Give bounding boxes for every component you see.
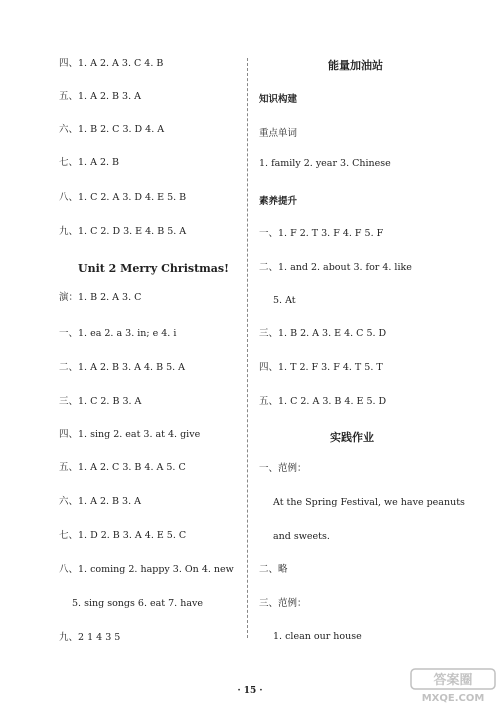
answer-line: 六、1. B 2. C 3. D 4. A	[59, 124, 165, 135]
answer-line: 七、1. D 2. B 3. A 4. E 5. C	[59, 530, 187, 541]
answer-line: 演：1. B 2. A 3. C	[59, 292, 142, 303]
answer-line: 5. At	[273, 295, 296, 306]
answer-line: 5. sing songs 6. eat 7. have	[72, 598, 203, 609]
answer-line: 1. clean our house	[273, 631, 362, 642]
svg-text:MXQE.COM: MXQE.COM	[421, 693, 485, 704]
answer-line: 五、1. A 2. C 3. B 4. A 5. C	[59, 462, 186, 473]
answer-line: 四、1. A 2. A 3. C 4. B	[59, 58, 164, 69]
column-divider	[247, 58, 248, 638]
unit-title: Unit 2 Merry Christmas!	[78, 262, 229, 275]
answer-line: 四、1. T 2. F 3. F 4. T 5. T	[259, 362, 383, 373]
answer-line: 二、1. and 2. about 3. for 4. like	[259, 262, 412, 273]
answer-line: 九、1. C 2. D 3. E 4. B 5. A	[59, 226, 187, 237]
answer-line: 一、1. ea 2. a 3. in; e 4. i	[59, 328, 177, 339]
answer-line: 三、1. B 2. A 3. E 4. C 5. D	[259, 328, 387, 339]
answer-line: 九、2 1 4 3 5	[59, 632, 121, 643]
answer-line: 三、1. C 2. B 3. A	[59, 396, 142, 407]
sub-heading: 重点单词	[259, 128, 298, 139]
answer-line: 二、略	[259, 564, 288, 575]
answer-line: 三、范例：	[259, 598, 307, 609]
answer-line: 二、1. A 2. B 3. A 4. B 5. A	[59, 362, 186, 373]
answer-line: 七、1. A 2. B	[59, 157, 120, 168]
answer-line: 六、1. A 2. B 3. A	[59, 496, 141, 507]
section-title: 能量加油站	[328, 59, 383, 72]
answer-line: and sweets.	[273, 531, 330, 542]
page-number: · 15 ·	[237, 686, 263, 696]
answer-line: 一、范例：	[259, 463, 307, 474]
answer-line: 一、1. F 2. T 3. F 4. F 5. F	[259, 228, 384, 239]
svg-text:答案圈: 答案圈	[433, 673, 473, 688]
watermark-logo	[410, 668, 496, 704]
section-title: 实践作业	[330, 431, 374, 444]
answer-line: 1. family 2. year 3. Chinese	[259, 158, 391, 169]
answer-line: 八、1. C 2. A 3. D 4. E 5. B	[59, 192, 187, 203]
section-heading: 素养提升	[259, 196, 298, 207]
section-heading: 知识构建	[259, 94, 298, 105]
answer-line: 五、1. C 2. A 3. B 4. E 5. D	[259, 396, 387, 407]
answer-line: At the Spring Festival, we have peanuts	[273, 497, 465, 508]
answer-line: 四、1. sing 2. eat 3. at 4. give	[59, 429, 201, 440]
answer-line: 八、1. coming 2. happy 3. On 4. new	[59, 564, 234, 575]
answer-line: 五、1. A 2. B 3. A	[59, 91, 141, 102]
